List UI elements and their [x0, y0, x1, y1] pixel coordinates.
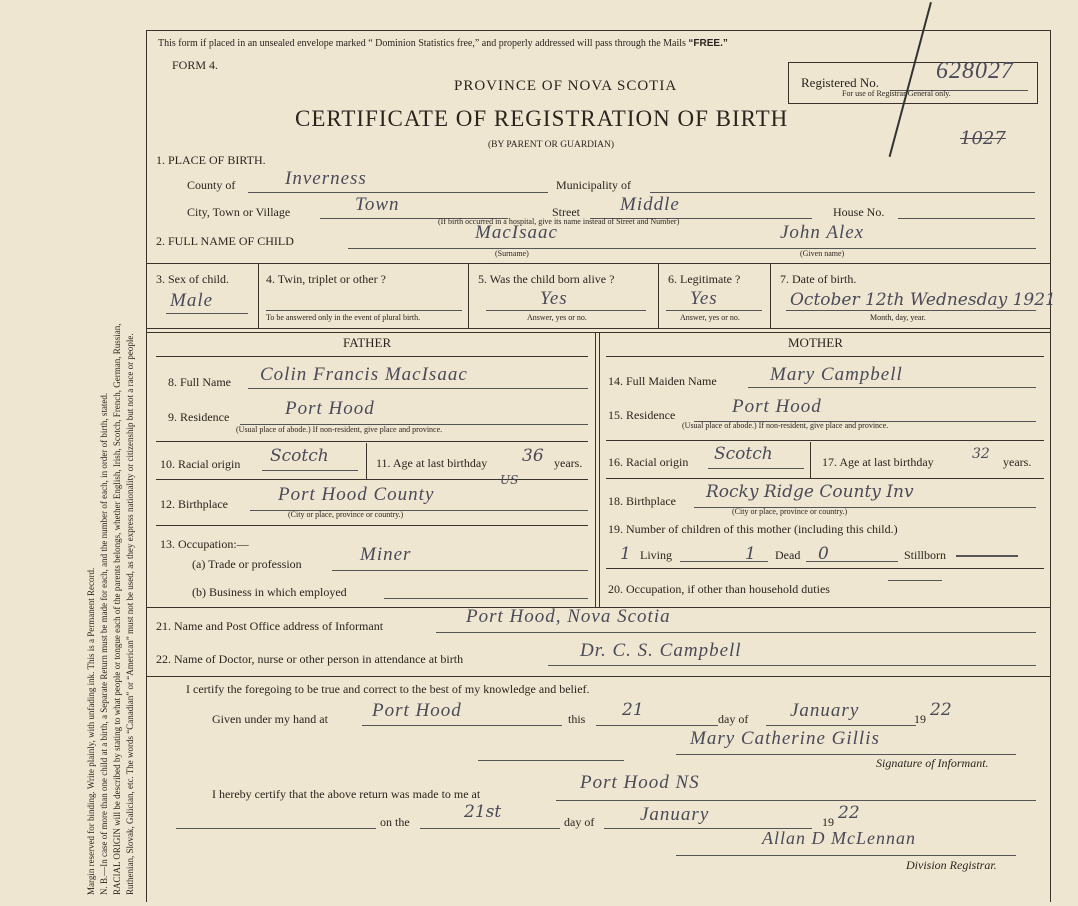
sex-value: Male — [170, 290, 214, 311]
registrar-note: For use of Registrar General only. — [842, 89, 951, 98]
father-residence-note: (Usual place of abode.) If non-resident, give place and province. — [236, 425, 443, 434]
city-value: Town — [355, 194, 400, 215]
dead-label: Dead — [775, 548, 801, 562]
twin-label: 4. Twin, triplet or other ? — [266, 272, 386, 286]
dob-note: Month, day, year. — [870, 313, 926, 322]
form-number: FORM 4. — [172, 58, 219, 72]
business-label: (b) Business in which employed — [192, 585, 347, 599]
given-day-value: 21 — [622, 700, 644, 720]
mother-heading: MOTHER — [788, 335, 843, 350]
doctor-label: 22. Name of Doctor, nurse or other person in attendance at birth — [156, 652, 464, 666]
certificate-title: CERTIFICATE OF REGISTRATION OF BIRTH — [295, 106, 789, 131]
alive-note: Answer, yes or no. — [527, 313, 587, 322]
informant-signature-label: Signature of Informant. — [876, 756, 989, 770]
mail-note: This form if placed in an unsealed envelope marked “ Dominion Statistics free,” and properly addressed will pass through the Mails “FREE.” — [158, 38, 728, 49]
municipality-line — [650, 192, 1035, 193]
margin-note-racial-cont: Ruthenian, Slovak, Galician, etc. The words “Canadian” or “American” must not be used, as they express nationality or citizenship but not a race or people. — [125, 333, 135, 895]
mother-birthplace-value: Rocky Ridge County Inv — [706, 482, 914, 502]
trade-label: (a) Trade or profession — [192, 557, 302, 571]
informant-label: 21. Name and Post Office address of Informant — [156, 619, 384, 633]
living-label: Living — [640, 548, 672, 562]
given-under-label: Given under my hand at — [212, 712, 328, 726]
trade-value: Miner — [360, 544, 412, 565]
children-label: 19. Number of children of this mother (including this child.) — [608, 522, 898, 536]
surname-value: MacIsaac — [475, 222, 558, 243]
right-border — [1050, 30, 1051, 902]
father-name-value: Colin Francis MacIsaac — [260, 364, 468, 385]
mother-residence-label: 15. Residence — [608, 408, 676, 422]
old-number: 1027 — [960, 128, 1006, 149]
mother-birthplace-label: 18. Birthplace — [608, 494, 676, 508]
legitimate-note: Answer, yes or no. — [680, 313, 740, 322]
given-place-value: Port Hood — [372, 700, 462, 721]
return-day-of-label: day of — [564, 815, 595, 829]
father-birthplace-extra: US — [500, 473, 519, 487]
given-day-of-label: day of — [718, 712, 749, 726]
dob-value: October 12th Wednesday 1921 — [790, 290, 1056, 310]
street-label: Street — [552, 205, 580, 219]
county-value: Inverness — [285, 168, 367, 189]
father-age-label: 11. Age at last birthday — [376, 456, 488, 470]
father-residence-label: 9. Residence — [168, 410, 230, 424]
house-line — [898, 218, 1035, 219]
father-heading: FATHER — [343, 335, 392, 350]
mother-name-label: 14. Full Maiden Name — [608, 374, 717, 388]
house-label: House No. — [833, 205, 885, 219]
father-birthplace-note: (City or place, province or country.) — [288, 510, 404, 519]
mother-residence-value: Port Hood — [732, 396, 822, 417]
registered-number: 628027 — [936, 58, 1014, 84]
county-line — [248, 192, 548, 193]
mother-racial-label: 16. Racial origin — [608, 455, 689, 469]
street-note: (If birth occurred in a hospital, give its name instead of Street and Number) — [438, 217, 680, 226]
registrar-label: Division Registrar. — [906, 858, 997, 872]
mother-age-label: 17. Age at last birthday — [822, 455, 934, 469]
margin-note-racial: RACIAL ORIGIN will be described by stating to what people or tongue each of the parents belongs, whether English, Irish, Scotch, French, German, Russian, — [112, 323, 122, 895]
informant-signature: Mary Catherine Gillis — [690, 728, 880, 749]
return-year-prefix: 19 — [822, 815, 834, 829]
mother-age-value: 32 — [972, 446, 990, 462]
this-label: this — [568, 712, 586, 726]
father-birthplace-label: 12. Birthplace — [160, 497, 228, 511]
doctor-value: Dr. C. S. Campbell — [580, 640, 742, 661]
surname-note: (Surname) — [495, 249, 529, 258]
father-racial-value: Scotch — [270, 446, 329, 466]
child-name-line — [348, 248, 1036, 249]
father-name-label: 8. Full Name — [168, 375, 231, 389]
living-value: 1 — [620, 544, 631, 564]
city-label: City, Town or Village — [187, 205, 291, 219]
legitimate-value: Yes — [690, 288, 718, 309]
row3-bottom — [146, 328, 1051, 329]
return-label: I hereby certify that the above return was made to me at — [212, 787, 481, 801]
dead-value: 0 — [818, 544, 829, 564]
father-age-value: 36 — [522, 446, 544, 466]
return-place-value: Port Hood NS — [580, 772, 700, 793]
father-residence-value: Port Hood — [285, 398, 375, 419]
registered-label: Registered No. — [801, 75, 879, 90]
mother-birthplace-note: (City or place, province or country.) — [732, 507, 848, 516]
given-month-value: January — [790, 700, 860, 721]
return-year-value: 22 — [838, 803, 860, 823]
left-border — [146, 30, 147, 902]
father-racial-label: 10. Racial origin — [160, 457, 241, 471]
sex-label: 3. Sex of child. — [156, 272, 229, 286]
mother-name-value: Mary Campbell — [770, 364, 903, 385]
return-month-value: January — [640, 804, 710, 825]
father-birthplace-value: Port Hood County — [278, 484, 435, 505]
alive-label: 5. Was the child born alive ? — [478, 272, 615, 286]
parents-divider — [595, 332, 596, 607]
margin-note-plural: N. B.—In case of more than one child at a birth, a Separate Return must be made for each, and the number of each, in order of birth, stated. — [99, 392, 109, 895]
given-year-prefix: 19 — [914, 712, 926, 726]
certify-statement: I certify the foregoing to be true and correct to the best of my knowledge and belief. — [186, 682, 590, 696]
father-years: years. — [554, 456, 583, 470]
stillborn-label: Stillborn — [904, 548, 947, 562]
given-note: (Given name) — [800, 249, 845, 258]
place-of-birth-label: 1. PLACE OF BIRTH. — [156, 153, 266, 167]
legitimate-label: 6. Legitimate ? — [668, 272, 741, 286]
twin-note: To be answered only in the event of plural birth. — [266, 313, 421, 322]
given-year-value: 22 — [930, 700, 952, 720]
alive-value: Yes — [540, 288, 568, 309]
row3-top — [146, 263, 1051, 264]
return-day-value: 21st — [464, 802, 502, 822]
municipality-label: Municipality of — [556, 178, 631, 192]
margin-note-binding: Margin reserved for binding. Write plainly, with unfading ink. This is a Permanent Record. — [86, 567, 96, 895]
mother-occupation-label: 20. Occupation, if other than household duties — [608, 582, 830, 596]
living-count-value: 1 — [745, 544, 756, 564]
province-heading: PROVINCE OF NOVA SCOTIA — [454, 78, 678, 94]
informant-value: Port Hood, Nova Scotia — [466, 606, 671, 627]
mother-residence-note: (Usual place of abode.) If non-resident, give place and province. — [682, 421, 889, 430]
mother-racial-value: Scotch — [714, 444, 773, 464]
certificate-subtitle: (BY PARENT OR GUARDIAN) — [488, 140, 615, 150]
registrar-signature: Allan D McLennan — [762, 828, 916, 848]
father-occupation-label: 13. Occupation:— — [160, 537, 249, 551]
county-label: County of — [187, 178, 236, 192]
on-the-label: on the — [380, 815, 410, 829]
street-value: Middle — [620, 194, 680, 215]
child-name-label: 2. FULL NAME OF CHILD — [156, 234, 294, 248]
dob-label: 7. Date of birth. — [780, 272, 857, 286]
mother-years: years. — [1003, 455, 1032, 469]
top-border — [146, 30, 1051, 31]
given-value: John Alex — [780, 222, 865, 243]
